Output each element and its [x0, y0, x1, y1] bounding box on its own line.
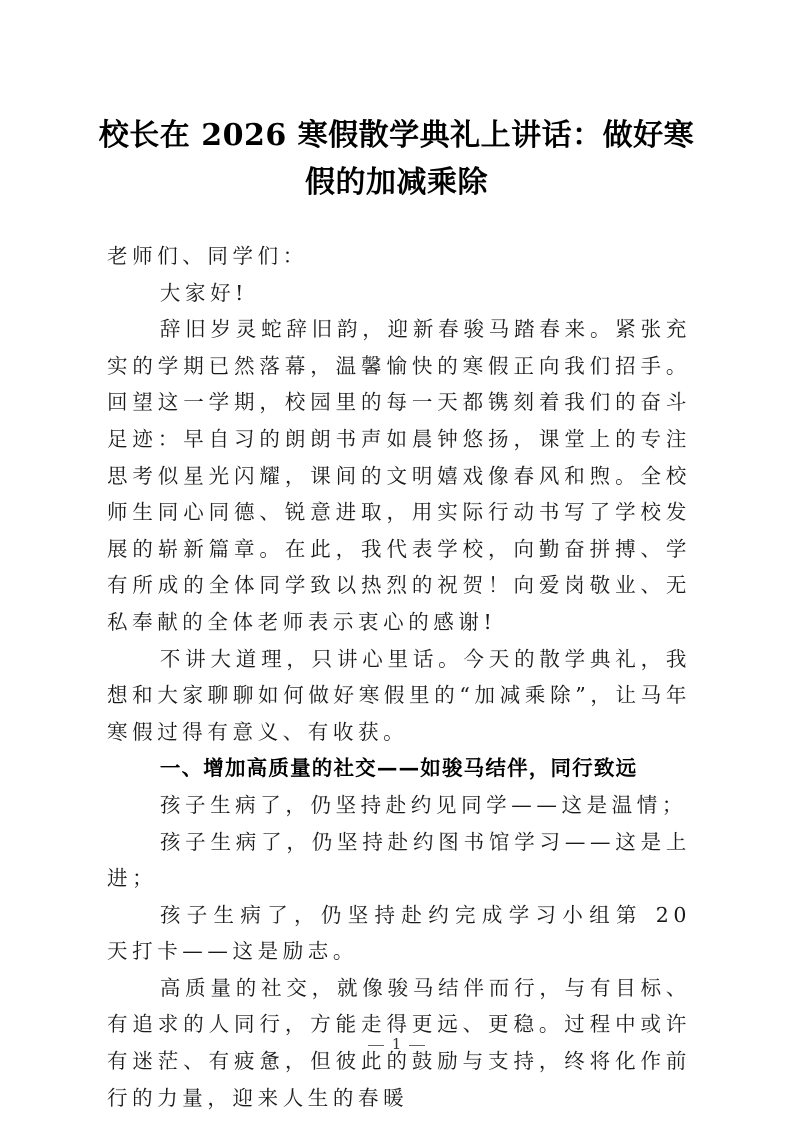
page-number-footer: [0, 1035, 793, 1053]
intro-paragraph: 辞旧岁灵蛇辞旧韵，迎新春骏马踏春来。紧张充实的学期已然落幕，温馨愉快的寒假正向我们招手。回望这一学期，校园里的每一天都镌刻着我们的奋斗足迹：早自习的朗朗书声如晨钟悠扬，课堂上的专注思考似星光闪耀，课间的文明嬉戏像春风和煦。全校师生同心同德、锐意进取，用实际行动书写了学校发展的崭新篇章。在此，我代表学校，向勤奋拼搏、学有所成的全体同学致以热烈的祝贺！向爱岗敬业、无私奉献的全体老师表示衷心的感谢!: [107, 317, 691, 634]
section-paragraph: 高质量的社交，就像骏马结伴而行，与有目标、有追求的人同行，方能走得更远、更稳。过程中或许有迷茫、有疲惫，但彼此的鼓励与支持，终将化作前行的力量，迎来人生的春暖: [107, 975, 691, 1110]
document-title: [90, 112, 703, 206]
dash-left: [368, 1045, 384, 1046]
title-line-1: 校长在 2026 寒假散学典礼上讲话：做好寒: [98, 118, 695, 153]
section-heading-1: 一、增加高质量的社交——如骏马结伴，同行致远: [159, 756, 638, 781]
title-line-2: 假的加减乘除: [305, 165, 488, 200]
dash-right: [409, 1045, 425, 1046]
salutation: 老师们、同学们：: [107, 244, 308, 268]
topic-paragraph: 不讲大道理，只讲心里话。今天的散学典礼，我想和大家聊聊如何做好寒假里的“加减乘除”，让马年寒假过得有意义、有收获。: [107, 646, 691, 744]
section-paragraph: 孩子生病了，仍坚持赴约完成学习小组第 20 天打卡——这是励志。: [107, 902, 691, 964]
section-paragraph: 孩子生病了，仍坚持赴约见同学——这是温情；: [159, 792, 687, 817]
section-paragraph: 孩子生病了，仍坚持赴约图书馆学习——这是上进；: [107, 829, 691, 891]
page-number: 1: [391, 1035, 402, 1053]
greeting-paragraph: 大家好!: [159, 280, 249, 305]
document-body: [107, 238, 691, 1116]
